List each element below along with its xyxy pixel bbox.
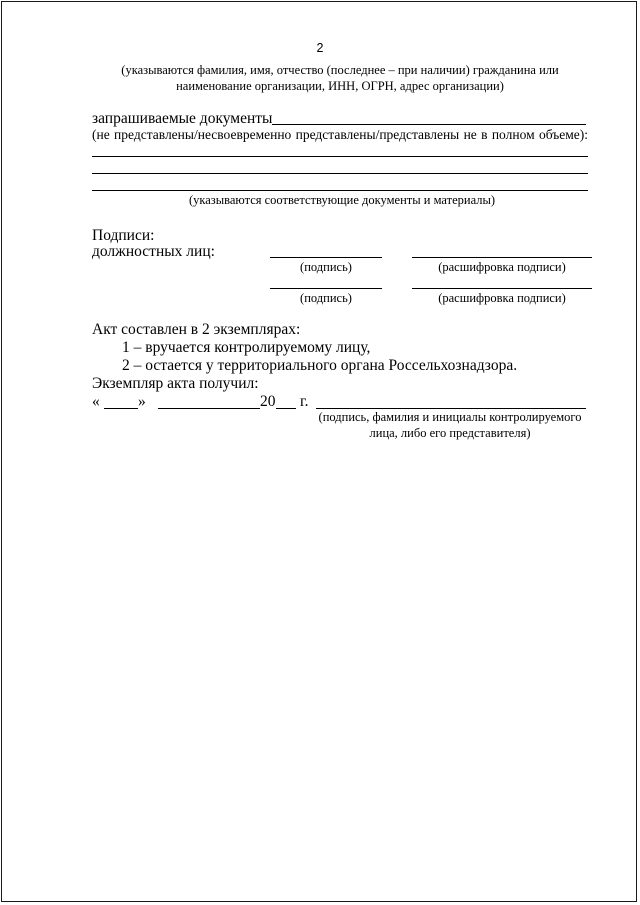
decode-caption-2: (расшифровка подписи) (438, 291, 566, 305)
date-close-quote: » (138, 393, 146, 410)
documents-hint: (указываются соответствующие документы и материалы) (188, 193, 496, 207)
page-number: 2 (316, 41, 324, 55)
decode-line-1 (412, 257, 592, 258)
signature-line-1 (270, 257, 382, 258)
officials-label: должностных лиц: (92, 243, 215, 260)
date-year-prefix: 20 (260, 393, 276, 410)
date-year-suffix: г. (300, 393, 309, 410)
signature-line-2 (270, 288, 382, 289)
signature-caption-2: (подпись) (300, 291, 352, 305)
act-received-label: Экземпляр акта получил: (92, 375, 259, 392)
hint-citizen-line2: наименование организации, ИНН, ОГРН, адрес организации) (176, 79, 504, 93)
act-copies-text: Акт составлен в 2 экземплярах: (92, 321, 301, 338)
requested-line-3 (92, 190, 588, 191)
signatures-title: Подписи: (92, 227, 155, 244)
signature-caption-1: (подпись) (300, 260, 352, 274)
act-copy-item-1: 1 – вручается контролируемому лицу, (122, 339, 371, 356)
requested-documents-label: запрашиваемые документы (92, 110, 273, 127)
date-day-line (104, 408, 138, 409)
requested-line-2 (92, 173, 588, 174)
hint-citizen-line1: (указываются фамилия, имя, отчество (последнее – при наличии) гражданина или (121, 63, 559, 77)
act-copy-item-2: 2 – остается у территориального органа Россельхознадзора. (122, 357, 518, 374)
requested-line-1 (92, 156, 588, 157)
receiver-hint-line2: лица, либо его представителя) (369, 426, 531, 440)
decode-line-2 (412, 288, 592, 289)
decode-caption-1: (расшифровка подписи) (438, 260, 566, 274)
date-month-line (158, 408, 260, 409)
receiver-hint-line1: (подпись, фамилия и инициалы контролируемого (318, 410, 582, 424)
requested-documents-line (272, 124, 586, 125)
requested-status-hint: (не представлены/несвоевременно представлены/представлены не в полном объеме): (92, 127, 588, 142)
date-year-line (276, 408, 296, 409)
receiver-signature-line (316, 408, 586, 409)
date-open-quote: « (92, 393, 100, 410)
